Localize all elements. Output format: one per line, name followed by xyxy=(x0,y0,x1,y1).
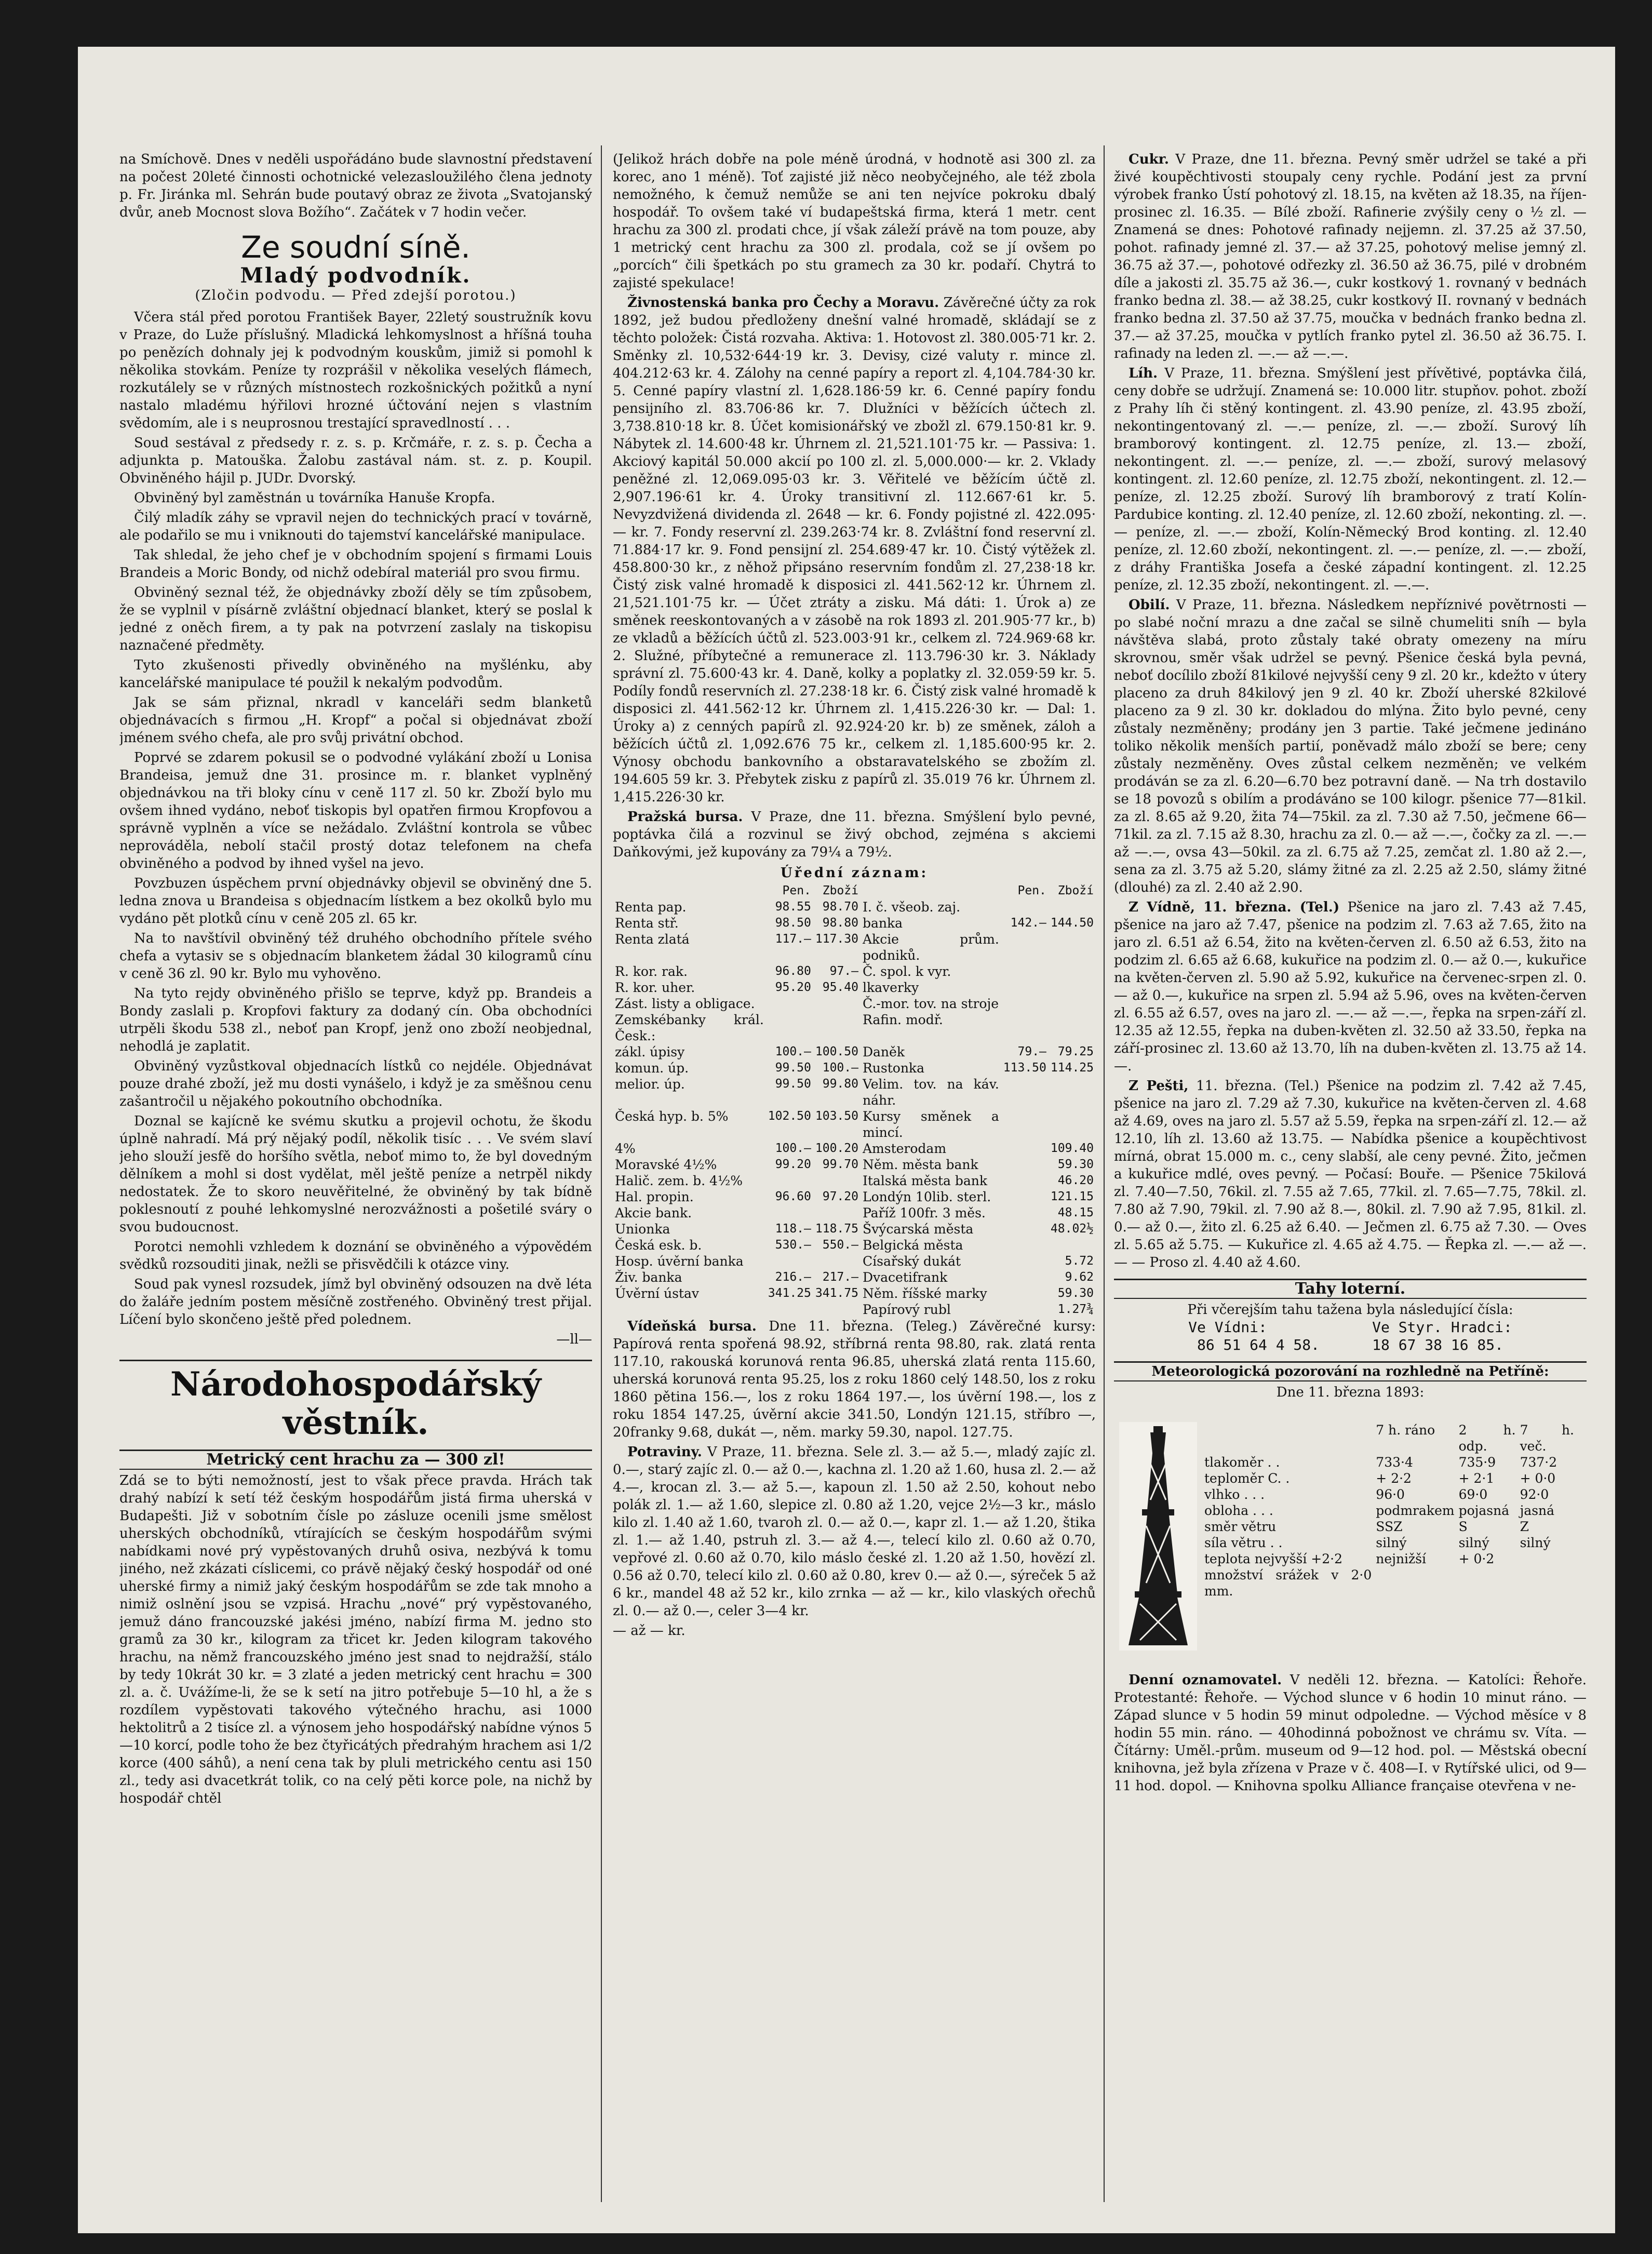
table-cell: Renta pap. xyxy=(615,900,687,915)
table-cell: Zemskébanky král. Česk.: xyxy=(615,1012,764,1043)
table-cell: 1.27¾ xyxy=(1057,1303,1094,1316)
meteo-cell: obloha . . . xyxy=(1204,1503,1273,1518)
table-cell: 98.50 xyxy=(775,916,811,930)
meteo-cell: podmrakem xyxy=(1376,1503,1455,1518)
table-cell: Císařský dukát xyxy=(862,1254,961,1269)
table-cell xyxy=(766,1302,813,1318)
table-header-row xyxy=(613,883,1096,899)
table-cell xyxy=(1049,963,1096,980)
table-cell: 99.70 xyxy=(822,1158,858,1171)
paragraph: (Jelikož hrách dobře na pole méně úrodná, v hodnotě asi 300 zl. za korec, ano 1 méně). Toť zajisté již něco neobyčejného, ale též zbola nemožného, k čemuž nemůže se ani ten nejvíce pokroku dbalý hospodář. To ovšem také ví budapeštská firma, která 1 metr. cent hrachu za 300 zl. prodati chce, jí však záleží právě na tom pouze, aby 1 metrický cent hrachu za 300 zl. prodala, což se jí ovšem po „porcích“ čili špetkách po stu gramech za 30 kr. podaří. Chytrá to zajisté spekulace! xyxy=(613,152,1096,291)
table-cell: 100.50 xyxy=(815,1045,858,1058)
meteo-cell xyxy=(1374,1567,1456,1599)
table-row xyxy=(613,1060,1096,1076)
table-cell: Kursy směnek a mincí. xyxy=(862,1109,999,1140)
table-cell: 121.15 xyxy=(1050,1190,1094,1203)
newspaper-page xyxy=(78,47,1615,2233)
meteo-block xyxy=(1114,1401,1587,1671)
court-kicker: (Zločin podvodu. — Před zdejší porotou.) xyxy=(195,288,517,303)
table-row xyxy=(613,1221,1096,1237)
table-cell: 98.55 xyxy=(775,900,811,914)
table-cell xyxy=(766,1012,813,1044)
meteo-cell: 737·2 xyxy=(1520,1455,1557,1470)
economic-subheading: Metrický cent hrachu za — 300 zl! xyxy=(119,1450,592,1470)
column-header: Zboží xyxy=(822,884,858,897)
table-row xyxy=(613,899,1096,915)
table-cell: 102.50 xyxy=(768,1109,811,1123)
grain-text: V Praze, 11. března. Následkem nepříznivé povětrnosti — po slabé noční mrazu a dne začal se silně chumeliti sníh — byla návštěva slabá, proto zůstaly také obraty omezeny na míru skrovnou, směr však udržel se pevný. Pšenice česká byla pevná, neboť docílilo zboží 81kilové nejvyšší ceny 9 zl. 20 kr., kdežto v útery placeno za druh 84kilový jen 9 zl. 40 kr. Zboží uherské 82kilové placeno za 9 zl. 30 kr. dokladou do mlýna. Žito bylo pevné, ceny zůstaly nezměněny; prodány jen 3 partie. Také ječmene jedináno toliko několik menších partií, poněvadž málo zboží se bere; ceny zůstaly nezměněny. Oves zůstal celkem nezměněn; ve velkém prodáván se za zl. 6.20—6.70 bez potravní daně. — Na trh dostavilo se 18 povozů s obilím a prodáváno se 100 kilogr. pšenice 77—81kil. za zl. 8.65 až 9.20, žita 74—75kil. za zl. 7.30 až 7.50, ječmene 66—71kil. za zl. 7.15 až 8.30, hrachu za zl. 0.— až —.—, čočky za zl. —.— až —.—, ovsa 43—50kil. za zl. 6.75 až 7.25, zemčat zl. 1.80 až 2.—, sena za zl. 3.75 až 5.20, slámy žitné za zl. 2.25 až 2.50, slámy žitné (dlouhé) za zl. 2.40 až 2.90. xyxy=(1114,597,1587,895)
table-cell: 79.— xyxy=(1017,1045,1046,1058)
paragraph: Zdá se to býti nemožností, jest to však přece pravda. Hrách tak drahý nabízí k setí též českým hospodářům jistá firma uherská v Budapešti. Již v sobotním čísle po zásluze ocenili jsme smělost uherských obchodníků, vtírajících se českým hospodářům svými nabídkami nové prý vypěstovaných druhů osiva, nezbývá k tomu jiného, než zkázati císlicemi, co právě nějaký český hospodář od oné uherské firmy a nimiž jaký českým hospodářům se zde tak mnoho a nimiž oslnění jsou se vzpisá. Hrachu „nové“ prý vypěstovaného, jemuž dáno francouzské jakési jméno, nabízí firma M. jedno sto gramů za 30 kr., kilogram za třicet kr. Jeden kilogram takového hrachu, na němž francouzského jméno jest snad to nejdražší, stálo by tedy 10krát 30 kr. = 3 zlaté a jeden metrický cent hrachu = 300 zl. a. č. Uvážíme-li, že se k setí na jitro potřebuje 5—10 hl, a že s rozdílem vypěstovati takového výtečného hrachu, asi 1000 hektolitrů a 2 tisíce zl. a výnosem jeho hospodářský nabídne výnos 5—10 korcí, podle toho že bez čtyřicátých předrahým hrachem asi 1/2 korce (400 sáhů), a není cena tak by pluli metrického centu asi 150 zl., tedy asi dvacetkrát tolik, co na celý pěti korce pole, na nichž by hospodář chtěl xyxy=(119,1473,592,1806)
table-cell: 109.40 xyxy=(1050,1142,1094,1155)
table-cell xyxy=(1001,996,1049,1012)
table-cell: 95.40 xyxy=(822,981,858,994)
table-cell xyxy=(1049,1012,1096,1044)
table-cell xyxy=(1049,1108,1096,1141)
table-row xyxy=(613,1205,1096,1221)
table-cell xyxy=(1001,1108,1049,1141)
paragraph: Povzbuzen úspěchem první objednávky objevil se obviněný dne 5. ledna znova u Brandeisa s objednacím lístkem a bez okolků bylo mu vydáno pět plotků cínu v ceně 205 zl. 65 kr. xyxy=(119,876,592,927)
table-cell xyxy=(1001,1157,1049,1173)
table-cell xyxy=(1001,1189,1049,1205)
table-cell: 9.62 xyxy=(1065,1270,1094,1284)
petrin-tower-illustration xyxy=(1119,1422,1197,1651)
table-row xyxy=(613,1269,1096,1285)
table-cell: Č.-mor. tov. na stroje xyxy=(862,996,999,1011)
table-cell: Belgická města xyxy=(862,1238,963,1253)
table-cell: 48.15 xyxy=(1057,1206,1094,1219)
meteo-time: 7 h. več. xyxy=(1520,1423,1574,1454)
table-cell xyxy=(1001,1141,1049,1157)
table-cell: Živ. banka xyxy=(615,1270,682,1285)
table-cell: 48.02½ xyxy=(1050,1222,1094,1236)
table-cell: Renta zlatá xyxy=(615,932,690,947)
meteo-cell xyxy=(1457,1567,1518,1599)
table-cell xyxy=(766,1253,813,1269)
bourse-text: V Praze, dne 11. března. Smýšlení bylo pevné, poptávka čilá a rozvinul se živý obchod, zejména s akciemi Daňkovými, jež kupovány za 79¼ a 79½. xyxy=(613,809,1096,860)
table-cell xyxy=(813,1012,861,1044)
paragraph: Doznal se kajícně ke svému skutku a projevil ochotu, že škodu úplně nahradí. Má prý nějaký podíl, několik tisíc . . . Ve svém slaví jeho slouží jesfě do horšího světla, neboť mimo to, že byl dovedným dělníkem a mohl si dost vydělat, měl ještě peníze a netrpěl nikdy nedostatek. Že to skoro neuvěřitelné, že obviněný by tak bídně poklesnoutí z pouhé lehkomyslné nerozvážnosti a pošetilé sváry o svou budoucnost. xyxy=(119,1113,592,1235)
meteo-cell: 96·0 xyxy=(1376,1487,1405,1502)
table-cell xyxy=(1001,1253,1049,1269)
court-heading: Ze soudní síně. xyxy=(241,230,471,265)
table-cell: 142.— xyxy=(1010,916,1046,930)
table-cell xyxy=(766,1173,813,1189)
meteo-cell: množství srážek v 2·0 mm. xyxy=(1204,1567,1372,1599)
bank-text: Závěrečné účty za rok 1892, jež budou předloženy dnešní valné hromadě, skládají se z těchto položek: Čistá rozvaha. Aktiva: 1. Hotovost zl. 380.005·71 kr. 2. Směnky zl. 10,532·644·19 kr. 3. Devisy, cizé valuty r. mince zl. 404.212·63 kr. 4. Zálohy na cenné papíry a report zl. 4,104.784·30 kr. 5. Cenné papíry vlastní zl. 1,628.186·59 kr. 6. Cenné papíry fondu pensijního zl. 83.706·86 kr. 7. Dlužníci v běžících účtech zl. 3,738.810·18 kr. 8. Účet komisionářský ve zbožl zl. 679.150·81 kr. 9. Nábytek zl. 14.600·48 kr. Úhrnem zl. 21,521.101·75 kr. — Passiva: 1. Akciový kapitál 50.000 akcií po 100 zl. zl. 5,000.000·— kr. 2. Vklady peněžné zl. 12,069.095·03 kr. 3. Věřitelé ve běžícím účtě zl. 2,907.196·61 kr. 4. Úroky transitivní zl. 112.667·61 kr. 5. Nevyzdvižená dividenda zl. 2648 — kr. 6. Fondy pojistné zl. 422.095·— kr. 7. Fondy reservní zl. 239.263·74 kr. 8. Zvláštní fond reservní zl. 71.884·17 kr. 9. Fond pensijní zl. 254.689·47 kr. 10. Čistý výtěžek zl. 458.800·30 kr., z něhož připsáno reservním fondům zl. 27,238·18 kr. Čistý zisk valné hromadě k disposici zl. 441.562·12 kr. Úhrnem zl. 21,521.101·75 kr. — Účet ztráty a zisku. Má dáti: 1. Úrok a) ze směnek reeskontovaných a v zásobě na rok 1893 zl. 201.905·77 kr., b) ze vkladů a běžících účtů zl. 523.003·91 kr., celkem zl. 724.969·68 kr. 2. Služné, příbytečné a remunerace zl. 113.796·30 kr. 3. Náklady správní zl. 75.600·43 kr. 4. Daně, kolky a poplatky zl. 32.059·59 kr. 5. Podíly fondů reservních zl. 27.238·18 kr. 6. Čistý zisk valné hromadě k disposici zl. 441.562·12 kr. Úhrnem zl. 1,415.226·30 kr. — Dal: 1. Úroky a) z cenných papírů zl. 92.924·20 kr. b) ze směnek, záloh a běžících účtů zl. 1,092.676 75 kr., celkem zl. 1,185.600·95 kr. 2. Výnosy obchodu bankovního a obstaravatelského se zbožím zl. 194.605 59 kr. 3. Přebytek zisku z papírů zl. 35.019 76 kr. Úhrnem zl. 1,415.226·30 kr. xyxy=(613,295,1096,805)
meteo-cell: tlakoměr . . xyxy=(1204,1455,1280,1470)
table-cell: 530.— xyxy=(775,1238,811,1252)
table-cell: Papírový rubl xyxy=(862,1302,951,1317)
table-cell: 117.30 xyxy=(815,932,858,946)
lottery-intro: Při včerejším tahu tažena byla následující čísla: xyxy=(1187,1302,1513,1318)
table-cell: 98.70 xyxy=(822,900,858,914)
paragraph: Soud sestával z předsedy r. z. s. p. Krčmáře, r. z. s. p. Čecha a adjunkta p. Matouška. Žalobu zastával nám. st. z. p. Koupil. Obviněného hájil p. JUDr. Dvorský. xyxy=(119,435,592,486)
meteo-header-row xyxy=(1202,1422,1576,1454)
table-cell: Daněk xyxy=(862,1044,905,1059)
table-cell xyxy=(1001,1269,1049,1285)
table-cell: 98.80 xyxy=(822,916,858,930)
meteo-cell: teploměr C. . xyxy=(1204,1471,1290,1486)
table-cell: 99.50 xyxy=(775,1061,811,1075)
table-cell: Paříž 100fr. 3 měs. xyxy=(862,1205,986,1220)
table-cell: Švýcarská města xyxy=(862,1222,974,1237)
meteo-cell: + 2·2 xyxy=(1376,1471,1412,1486)
meteo-row xyxy=(1202,1470,1576,1486)
court-subheading: Mladý podvodník. xyxy=(240,263,472,288)
meteo-cell: vlhko . . . xyxy=(1204,1487,1265,1502)
meteo-cell: silný xyxy=(1458,1535,1489,1550)
table-row xyxy=(613,1108,1096,1141)
table-cell: Rustonka xyxy=(862,1061,924,1076)
table-cell: Hosp. úvěrní banka xyxy=(615,1254,744,1269)
table-cell: 95.20 xyxy=(775,981,811,994)
table-cell: 97.20 xyxy=(822,1190,858,1203)
lottery-numbers: 86 51 64 4 58. 18 67 38 16 85. xyxy=(1197,1336,1503,1353)
table-cell xyxy=(813,1205,861,1221)
table-cell: 96.60 xyxy=(775,1190,811,1203)
table-cell: Velim. tov. na káv. náhr. xyxy=(862,1077,999,1108)
table-row xyxy=(613,1302,1096,1318)
table-cell: komun. úp. xyxy=(615,1061,689,1076)
table-row xyxy=(613,931,1096,963)
sugar-text: V Praze, dne 11. března. Pevný směr udržel se také a při živé koupěchtivosti stoupaly ceny rychle. Podání jest za první výrobek franko Ústí pohotový zl. 18.15, na květen až 18.35, na říjen-prosinec zl. 16.35. — Bílé zboží. Rafinerie zvýšily ceny o ½ zl. — Znamená se dnes: Pohotové rafinady nejjemn. zl. 37.25 až 37.50, pohot. rafinady jemné zl. 37.— až 37.25, pohotový melise jemný zl. 36.75 až 37.—, pohotové odřezky zl. 36.50 až 36.75, pilé v drobném díle a jakosti zl. 35.75 až 36.—, cukr kostkový 1. rovnaný v bednách franko bedna zl. 38.— až 38.25, cukr kostkový II. rovnaný v bednách franko bedna zl. 37.50 až 37.75, moučka v bednách franko bedna zl. 37.— až 37.25, moučka v pytlích franko pytel zl. 36.50 až 36.75. I. rafinady na leden zl. —.— až —.—. xyxy=(1114,152,1587,361)
table-cell: R. kor. uher. xyxy=(615,980,695,995)
daily-heading: Denní oznamovatel. xyxy=(1129,1672,1282,1688)
table-cell: Hal. propin. xyxy=(615,1189,694,1204)
column-3 xyxy=(1114,151,1587,2202)
paragraph: Porotci nemohli vzhledem k doznání se obviněného a výpovědém svědků rozsouditi jinak, nežli se přisvědčili k otázce viny. xyxy=(119,1239,592,1272)
table-cell: Unionka xyxy=(615,1222,670,1237)
meteo-cell: Z xyxy=(1520,1519,1529,1534)
table-cell: Halič. zem. b. 4½% xyxy=(615,1173,743,1188)
column-rule xyxy=(1104,145,1105,2202)
table-row xyxy=(613,1173,1096,1189)
meteo-time: 2 h. odp. xyxy=(1458,1423,1516,1454)
meteo-table xyxy=(1202,1422,1576,1599)
table-cell xyxy=(1001,931,1049,963)
meteo-cell: silný xyxy=(1520,1535,1551,1550)
paragraph: Obviněný seznal též, že objednávky zboží děly se tím způsobem, že se vyplnil v písárně zvláštní objednací blanket, který se poslal k jedné z oněch firem, a ty pak na potvrzení zaslaly na tiskopisu naznačené předměty. xyxy=(119,585,592,653)
table-row xyxy=(613,1157,1096,1173)
table-cell: 217.— xyxy=(822,1270,858,1284)
table-cell: 341.75 xyxy=(815,1286,858,1300)
paragraph: Soud pak vynesl rozsudek, jímž byl obviněný odsouzen na dvě léta do žaláře jedním postem měsíčně zostřeného. Obviněný trest přijal. Líčení bylo skončeno ještě před polednem. xyxy=(119,1277,592,1327)
table-row xyxy=(613,915,1096,931)
table-cell: Úvěrní ústav xyxy=(615,1286,699,1301)
lottery-heading: Tahy loterní. xyxy=(1114,1279,1587,1299)
column-header: Pen. xyxy=(1017,884,1046,897)
table-cell xyxy=(1001,980,1049,996)
table-cell: 100.— xyxy=(822,1061,858,1075)
meteo-row xyxy=(1202,1454,1576,1470)
paragraph: Čilý mladík záhy se vpravil nejen do technických prací v továrně, ale podařilo se mu i vniknouti do tajemství kancelářské manipulace. xyxy=(119,510,592,543)
meteo-date: Dne 11. března 1893: xyxy=(1276,1385,1425,1400)
table-cell: 96.80 xyxy=(775,964,811,978)
table-row xyxy=(613,1141,1096,1157)
grain-heading: Obilí. xyxy=(1129,597,1170,613)
food-text: V Praze, 11. března. Sele zl. 3.— až 5.—, mladý zajíc zl. 0.—, starý zajíc zl. 0.— až 0.—, kachna zl. 1.20 až 1.60, husa zl. 2.— až 4.—, krocan zl. 3.— až 5.—, kapoun zl. 1.50 až 2.50, kohout nebo polák zl. 1.— až 1.60, slepice zl. 0.80 až 1.20, vejce 2½—3 kr., máslo kilo zl. 1.40 až 1.60, tvaroh zl. 0.— až 0.—, kapr zl. 1.— až 1.20, štika zl. 1.— až 1.40, pstruh zl. 3.— až 4.—, telecí kilo zl. 0.60 až 0.70, vepřové zl. 0.60 až 0.70, kilo máslo české zl. 1.20 až 1.50, hovězí zl. 0.56 až 0.70, telecí kilo zl. 0.60 až 0.80, krev 0.— až 0.—, sýreček 5 až 6 kr., mandel 48 až 52 kr., kilo zrnka — až — kr., kilo vlaských ořechů zl. 0.— až 0.—, celer 3—4 kr. xyxy=(613,1444,1096,1619)
table-cell xyxy=(766,996,813,1012)
meteo-row xyxy=(1202,1551,1576,1567)
table-cell: Akcie prům. podniků. xyxy=(862,932,999,963)
vienna-text: Dne 11. března. (Teleg.) Závěrečné kursy: Papírová renta spořená 98.92, stříbrná renta 98.80, rak. zlatá renta 117.10, rakouská korunová renta 96.85, uherská zlatá renta 115.60, uherská korunová renta 95.25, los z roku 1860 celý 148.50, los z roku 1860 pětina 156.—, los z roku 1864 197.—, los úvěrní 198.—, los z roku 1854 147.25, úvěrní akcie 341.50, Londýn 121.15, stříbro —, 20franky 9.68, dukát —, něm. marky 59.30, napol. 127.75. xyxy=(613,1319,1096,1440)
table-cell: Dvacetifrank xyxy=(862,1270,948,1285)
table-cell: Londýn 10lib. sterl. xyxy=(862,1189,991,1204)
table-cell xyxy=(1001,899,1049,915)
table-cell xyxy=(1049,996,1096,1012)
meteo-cell: jasná xyxy=(1520,1503,1555,1518)
meteo-row xyxy=(1202,1535,1576,1551)
table-cell: melior. úp. xyxy=(615,1077,685,1092)
meteo-cell: + 2·1 xyxy=(1458,1471,1495,1486)
meteo-cell: 69·0 xyxy=(1458,1487,1488,1502)
sugar-heading: Cukr. xyxy=(1129,152,1169,167)
table-cell: 5.72 xyxy=(1065,1254,1094,1268)
table-cell: 97.— xyxy=(829,964,858,978)
table-cell xyxy=(766,1205,813,1221)
table-row xyxy=(613,996,1096,1012)
table-cell: Něm. města bank xyxy=(862,1157,978,1172)
table-cell: Italská města bank xyxy=(862,1173,988,1188)
table-cell xyxy=(1049,1076,1096,1108)
table-row xyxy=(613,1012,1096,1044)
table-cell: Amsterodam xyxy=(862,1141,947,1156)
table-cell: 100.20 xyxy=(815,1142,858,1155)
paragraph: Obviněný vyzůstkoval objednacích lístků co nejdéle. Objednávat pouze drahé zboží, jež mu dosti vynášelo, i když je za směšnou cenu zašantročil u nějakého pokoutního obchodníka. xyxy=(119,1058,592,1109)
table-cell xyxy=(1001,1285,1049,1302)
table-cell: 79.25 xyxy=(1057,1045,1094,1058)
table-cell: Renta stř. xyxy=(615,916,679,931)
paragraph: Tyto zkušenosti přivedly obviněného na myšlénku, aby kancelářské manipulace té použil k nekalým podvodům. xyxy=(119,658,592,691)
table-row xyxy=(613,1237,1096,1253)
meteo-cell xyxy=(1518,1551,1576,1567)
table-cell: 59.30 xyxy=(1057,1158,1094,1171)
bank-heading: Živnostenská banka pro Čechy a Moravu. xyxy=(627,295,939,311)
table-cell: 59.30 xyxy=(1057,1286,1094,1300)
table-cell: Akcie bank. xyxy=(615,1205,692,1220)
table-row xyxy=(613,1189,1096,1205)
meteo-time: 7 h. ráno xyxy=(1376,1423,1435,1438)
table-cell: Moravské 4½% xyxy=(615,1157,717,1172)
meteo-cell: S xyxy=(1458,1519,1468,1534)
table-cell: I. č. všeob. zaj. xyxy=(862,900,961,915)
meteo-cell: silný xyxy=(1376,1535,1407,1550)
intro-paragraph: na Smíchově. Dnes v neděli uspořádáno bude slavnostní představení na počest 20leté činnosti ochotnické velezasloužilého člena jednoty p. Fr. Jiránka ml. Sehrán bude poutavý obraz ze života „Svatojanský dvůr, aneb Mocnost slova Božího“. Začátek v 7 hodin večer. xyxy=(119,152,592,220)
table-cell xyxy=(1001,1221,1049,1237)
meteo-cell: + 0·2 xyxy=(1458,1551,1495,1566)
table-cell xyxy=(1001,1205,1049,1221)
table-row xyxy=(613,1285,1096,1302)
signature: —ll— xyxy=(556,1332,592,1347)
table-row xyxy=(613,980,1096,996)
bourse-heading: Pražská bursa. xyxy=(627,809,743,825)
table-cell: 114.25 xyxy=(1050,1061,1094,1075)
paragraph: Na tyto rejdy obviněného přišlo se teprve, když pp. Brandeis a Bondy zaslali p. Kropfovi faktury za dodaný cín. Oba obchodníci utrpěli škodu 538 zl., neboť pan Kropf, jenž ono zboží neobjednal, nehodlá je zaplatit. xyxy=(119,986,592,1054)
food-heading: Potraviny. xyxy=(627,1444,702,1460)
paragraph: Poprvé se zdarem pokusil se o podvodné vylákání zboží u Lonisa Brandeisa, jemuž dne 31. prosince m. r. blanket vyplněný objednávkou na tři bloky cínu v ceně 117 zl. 50 kr. Zboží bylo mu ovšem ihned vydáno, neboť tiskopis byl opatřen firmou Kropfovou a správně vyplněn a více se nežádalo. Zvláštní kontrola se vůbec neprováděla, nebolí stačil prostý dotaz telefonem na chefa obviněného a podvod by ihned vyšel na jevo. xyxy=(119,750,592,871)
table-cell: 118.— xyxy=(775,1222,811,1236)
column-header: Zboží xyxy=(1057,884,1094,897)
paragraph: Jak se sám přiznal, nkradl v kanceláři sedm blanketů objednávacích s firmou „H. Kropf“ a počal si objednávat zboží jménem svého chefa, ale pro svůj privátní obchod. xyxy=(119,695,592,746)
table-cell: R. kor. rak. xyxy=(615,964,688,979)
meteo-row xyxy=(1202,1502,1576,1519)
table-cell: 103.50 xyxy=(815,1109,858,1123)
table-cell: 216.— xyxy=(775,1270,811,1284)
meteo-cell: směr větru xyxy=(1204,1519,1277,1534)
table-row xyxy=(613,963,1096,980)
meteo-cell: + 0·0 xyxy=(1520,1471,1556,1486)
table-cell xyxy=(1049,931,1096,963)
meteo-row xyxy=(1202,1567,1576,1599)
table-cell: Česká hyp. b. 5% xyxy=(615,1109,729,1124)
table-cell: 144.50 xyxy=(1050,916,1094,930)
table-row xyxy=(613,1076,1096,1108)
table-row xyxy=(613,1044,1096,1060)
table-cell: banka xyxy=(862,916,903,931)
meteo-cell: teplota nejvyšší +2·2 xyxy=(1204,1551,1342,1566)
meteo-cell: síla větru . . xyxy=(1204,1535,1283,1550)
vienna-grain-text: Pšenice na jaro zl. 7.43 až 7.45, pšenice na jaro až 7.47, pšenice na podzim zl. 7.63 až 7.65, žito na jaro zl. 6.51 až 6.54, žito na květen-červen zl. 6.50 až 6.53, žito na podzim zl. 6.65 až 6.68, kukuřice na podzim zl. 0.— až 0.—, kukuřice na květen-červen zl. 5.90 až 5.92, kukuřice na červenec-srpen zl. 0.— až 0.—, kukuřice na srpen zl. 5.94 až 5.96, oves na květen-červen zl. 6.55 až 6.57, oves na jaro zl. —.— až —.—, řepka na srpen-září zl. 12.35 až 12.55, řepka na duben-květen zl. 32.50 až 33.50, řepka na září-prosinec zl. 13.60 až 13.70, líh na duben-květen zl. 13.75 až 14.—. xyxy=(1114,900,1587,1074)
table-cell xyxy=(1001,963,1049,980)
table-cell: Česká esk. b. xyxy=(615,1238,702,1253)
table-cell: 99.80 xyxy=(822,1077,858,1091)
meteo-row xyxy=(1202,1486,1576,1502)
table-cell: 118.75 xyxy=(815,1222,858,1236)
table-cell: 113.50 xyxy=(1003,1061,1046,1075)
table-cell: 99.20 xyxy=(775,1158,811,1171)
meteo-row xyxy=(1202,1519,1576,1535)
table-cell xyxy=(1001,1076,1049,1108)
bourse-table xyxy=(613,883,1096,1318)
table-cell xyxy=(1001,1302,1049,1318)
column-2 xyxy=(613,151,1096,2202)
pest-text: 11. března. (Tel.) Pšenice na podzim zl. 7.42 až 7.45, pšenice na jaro zl. 7.29 až 7.30, kukuřice na květen-červen zl. 4.68 až 4.69, oves na jaro zl. 5.57 až 5.59, řepka na srpen-září zl. 12.— až 12.10, líh zl. 13.60 až 13.75. — Nabídka pšenice a koupěchtivost mírná, obrat 15.000 m. c., ceny slabší, ale ceny pevné. Žito, ječmen a kukuřice mdlé, oves pevný. — Počasí: Bouře. — Pšenice 75kilová zl. 7.40—7.50, 76kil. zl. 7.55 až 7.65, 77kil. zl. 7.65—7.75, 78kil. zl. 7.80 až 7.90, 79kil. zl. 7.90 až 8.—, 80kil. zl. 7.90 až 7.95, 81kil. zl. 0.— až 0.—, žito zl. 6.25 až 6.40. — Ječmen zl. 6.75 až 7.30. — Oves zl. 5.65 až 5.75. — Kukuřice zl. 4.65 až 4.75. — Řepka zl. —.— až —.— — Proso zl. 4.40 až 4.60. xyxy=(1114,1078,1587,1270)
spirit-heading: Líh. xyxy=(1129,366,1158,381)
table-cell: 99.50 xyxy=(775,1077,811,1091)
meteo-cell: pojasná xyxy=(1458,1503,1510,1518)
column-header: Pen. xyxy=(782,884,811,897)
table-cell: Zást. listy a obligace. xyxy=(615,996,755,1011)
food-tail: — až — kr. xyxy=(613,1623,686,1639)
table-cell: 100.— xyxy=(775,1142,811,1155)
table-cell: 100.— xyxy=(775,1045,811,1058)
vienna-heading: Vídeňská bursa. xyxy=(627,1319,757,1334)
economic-section-heading: Národohospodářský věstník. xyxy=(119,1360,592,1442)
table-cell xyxy=(813,1253,861,1269)
table-cell: 341.25 xyxy=(768,1286,811,1300)
meteo-cell: 735·9 xyxy=(1458,1455,1496,1470)
paragraph: Obviněný byl zaměstnán u továrníka Hanuše Kropfa. xyxy=(134,490,495,506)
table-title: Úřední záznam: xyxy=(780,865,929,881)
spirit-text: V Praze, 11. března. Smýšlení jest přívětivé, poptávka čilá, ceny dobře se udržují. Znamená se: 10.000 litr. stupňov. pohot. zboží z Prahy líh či stěný kontingent. zl. 43.90 peníze, zl. 43.95 zboží, nekontingentovaný zl. —.— peníze, zl. —.— zboží. Surový líh bramborový kontingent. zl. 12.75 peníze, zl. 13.— zboží, nekontingent. zl. —.— peníze, zl. —.— zboží, surový melasový kontingent. zl. 12.60 peníze, zl. 12.75 zboží, nekontingent. zl. 12.— peníze, zl. 12.25 zboží. Surový líh bramborový z tratí Kolín-Pardubice konting. zl. 12.40 peníze, zl. 12.60 zboží, nekonting. zl. —.— peníze, zl. —.— zboží, Kolín-Německý Brod konting. zl. 12.40 peníze, zl. 12.60 zboží, nekontingent. zl. —.— peníze, zl. —.— zboží, z dráhy Františka Josefa a české západní kontingent. zl. 12.25 peníze, zl. 12.35 zboží, nekontingent. zl. —.—. xyxy=(1114,366,1587,593)
table-cell: 4% xyxy=(615,1141,636,1156)
pest-heading: Z Pešti, xyxy=(1129,1078,1189,1094)
table-cell: 46.20 xyxy=(1057,1174,1094,1187)
meteo-cell: 733·4 xyxy=(1376,1455,1413,1470)
table-cell: zákl. úpisy xyxy=(615,1044,685,1059)
table-cell: 117.— xyxy=(775,932,811,946)
table-cell xyxy=(1001,1012,1049,1044)
table-row xyxy=(613,1253,1096,1269)
daily-text: V neděli 12. března. — Katolíci: Řehoře. Protestanté: Řehoře. — Východ slunce v 6 hodin 10 minut ráno. — Západ slunce v 5 hodin 59 minut odpoledne. — Východ měsíce v 8 hodin 55 min. ráno. — 40hodinná pobožnost ve chrámu sv. Víta. — Čítárny: Uměl.-prům. museum od 9—12 hod. pol. — Městská obecní knihovna, jež byla zřízena v Praze v č. 408—I. v Rytířské ulici, od 9—11 hod. dopol. — Knihovna spolku Alliance française otevřena v ne- xyxy=(1114,1672,1587,1794)
paragraph: Včera stál před porotou František Bayer, 22letý soustružník kovu v Praze, do Luže příslušný. Mladická lehkomyslnost a hříšná touha po penězích dohnaly jej k podvodným kouskům, jimiž si pomohl k několika stovkám. Peníze ty rozprášil v několika veselých flámech, rozkutálely se v různých místnostech rozkošnických požitků a nyní nastalo mladému hýřilovi hrozné účtování nejen s vlastním svědomím, ale i s neuprosnou trestající spravedlností . . . xyxy=(119,310,592,431)
table-cell xyxy=(813,996,861,1012)
table-cell xyxy=(1049,899,1096,915)
meteo-cell: nejnižší xyxy=(1376,1551,1427,1566)
table-cell: Něm. říšské marky xyxy=(862,1286,987,1301)
table-cell: Rafin. modř. xyxy=(862,1012,943,1027)
table-cell xyxy=(1001,1173,1049,1189)
lottery-places: Ve Vídni: Ve Styr. Hradci: xyxy=(1188,1319,1512,1336)
column-rule xyxy=(601,145,602,2202)
paragraph: Tak shledal, že jeho chef je v obchodním spojení s firmami Louis Brandeis a Moric Bondy, od nichž odebíral materiál pro svou firmu. xyxy=(119,547,592,581)
table-cell xyxy=(813,1173,861,1189)
table-cell xyxy=(813,1302,861,1318)
table-cell xyxy=(613,1302,766,1318)
table-cell: lkaverky xyxy=(862,980,919,995)
table-cell xyxy=(1049,980,1096,996)
column-1 xyxy=(119,151,592,2202)
table-cell xyxy=(1001,1237,1049,1253)
meteo-cell: SSZ xyxy=(1376,1519,1403,1534)
meteo-cell xyxy=(1518,1567,1576,1599)
table-cell: Č. spol. k vyr. xyxy=(862,964,951,979)
meteo-heading: Meteorologická pozorování na rozhledně na Petříně: xyxy=(1114,1361,1587,1381)
vienna-grain-heading: Z Vídně, 11. března. (Tel.) xyxy=(1129,900,1340,915)
table-cell: 550.— xyxy=(822,1238,858,1252)
paragraph: Na to navštívil obviněný též druhého obchodního přítele svého chefa a vytasiv se s objednacím blanketem žádal 30 kilogramů cínu v ceně 36 zl. 90 kr. Bylo mu vyhověno. xyxy=(119,931,592,982)
meteo-cell: 92·0 xyxy=(1520,1487,1549,1502)
table-cell xyxy=(1049,1237,1096,1253)
